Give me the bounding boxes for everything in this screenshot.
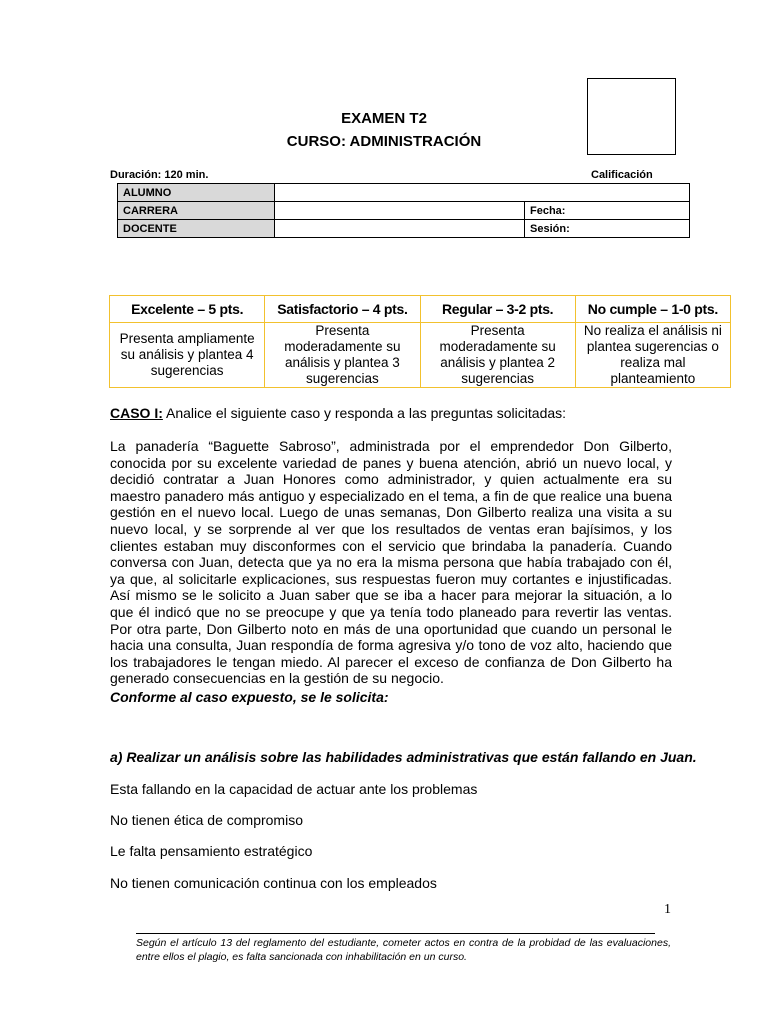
rubric-desc-no-cumple: No realiza el análisis ni plantea sugerencias o realiza mal planteamiento <box>575 323 730 388</box>
rubric-header-row <box>110 296 731 323</box>
rubric-desc-regular: Presenta moderadamente su análisis y plantea 2 sugerencias <box>420 323 575 388</box>
course-title: CURSO: ADMINISTRACIÓN <box>286 133 482 150</box>
answer-3[interactable]: Le falta pensamiento estratégico <box>110 843 313 859</box>
student-info-table <box>117 183 690 238</box>
grade-box[interactable] <box>587 78 676 155</box>
answer-4[interactable]: No tienen comunicación continua con los empleados <box>110 875 437 891</box>
grade-label: Calificación <box>591 169 653 181</box>
docente-label: DOCENTE <box>118 220 275 238</box>
rubric-header-regular: Regular – 3-2 pts. <box>420 296 575 323</box>
rubric-table <box>109 295 731 388</box>
fecha-label: Fecha: <box>530 204 566 217</box>
footer-divider <box>136 933 655 934</box>
duration-label: Duración: 120 min. <box>110 169 209 181</box>
sesion-label: Sesión: <box>530 222 570 235</box>
answer-1[interactable]: Esta fallando en la capacidad de actuar ante los problemas <box>110 781 478 797</box>
case-instruction <box>110 405 566 421</box>
footer-note: Según el artículo 13 del reglamento del estudiante, cometer actos en contra de la probidad de las evaluaciones, entre ellos el plagio, es falta sancionada con inhabilitación en un curso. <box>136 937 671 963</box>
case-instruction-text: Analice el siguiente caso y responda a las preguntas solicitadas: <box>162 405 567 421</box>
question-a: a) Realizar un análisis sobre las habilidades administrativas que están fallando en Juan. <box>110 749 697 765</box>
fecha-field[interactable] <box>525 202 690 220</box>
table-row <box>118 184 690 202</box>
sesion-field[interactable] <box>525 220 690 238</box>
page-number: 1 <box>664 902 671 917</box>
case-request: Conforme al caso expuesto, se le solicita: <box>110 689 389 705</box>
rubric-header-no-cumple: No cumple – 1-0 pts. <box>575 296 730 323</box>
case-text: La panadería “Baguette Sabroso”, administrada por el emprendedor Don Gilberto, conocida por su excelente variedad de panes y buena atención, abrió un nuevo local, y decidió contratar a Juan Honores como administrador, y quien actualmente era su maestro panadero más antiguo y especializado en el tema, a fin de que realice una buena gestión en el nuevo local. Luego de unas semanas, Don Gilberto realiza una visita a su nuevo local, y se sorprende al ver que los resultados de ventas eran bajísimos, y los clientes estaban muy disconformes con el servicio que brindaba la panadería. Cuando conversa con Juan, detecta que ya no era la misma persona que había trabajado con él, ya que, al solicitarle explicaciones, sus respuestas fueron muy cortantes e injustificadas. Así mismo se le solicito a Juan saber que se iba a hacer para mejorar la situación, a lo que él indicó que no se preocupe y que ya tenía todo planeado para revertir las ventas. Por otra parte, Don Gilberto noto en más de una oportunidad que cuando un personal le hacia una consulta, Juan respondía de forma agresiva y/o tono de voz alto, haciendo que los trabajadores le tengan miedo. Al parecer el exceso de confianza de Don Gilberto ha generado consecuencias en la gestión de su negocio. <box>110 438 672 687</box>
rubric-header-excelente: Excelente – 5 pts. <box>110 296 265 323</box>
rubric-description-row <box>110 323 731 388</box>
answer-2[interactable]: No tienen ética de compromiso <box>110 812 303 828</box>
rubric-desc-excelente: Presenta ampliamente su análisis y plantea 4 sugerencias <box>110 323 265 388</box>
carrera-field[interactable] <box>275 202 525 220</box>
carrera-label: CARRERA <box>118 202 275 220</box>
rubric-header-satisfactorio: Satisfactorio – 4 pts. <box>265 296 420 323</box>
table-row <box>118 220 690 238</box>
case-label: CASO I: <box>110 405 163 421</box>
docente-field[interactable] <box>275 220 525 238</box>
table-row <box>118 202 690 220</box>
rubric-desc-satisfactorio: Presenta moderadamente su análisis y plantea 3 sugerencias <box>265 323 420 388</box>
alumno-label: ALUMNO <box>118 184 275 202</box>
alumno-field[interactable] <box>275 184 690 202</box>
exam-title: EXAMEN T2 <box>341 110 427 127</box>
